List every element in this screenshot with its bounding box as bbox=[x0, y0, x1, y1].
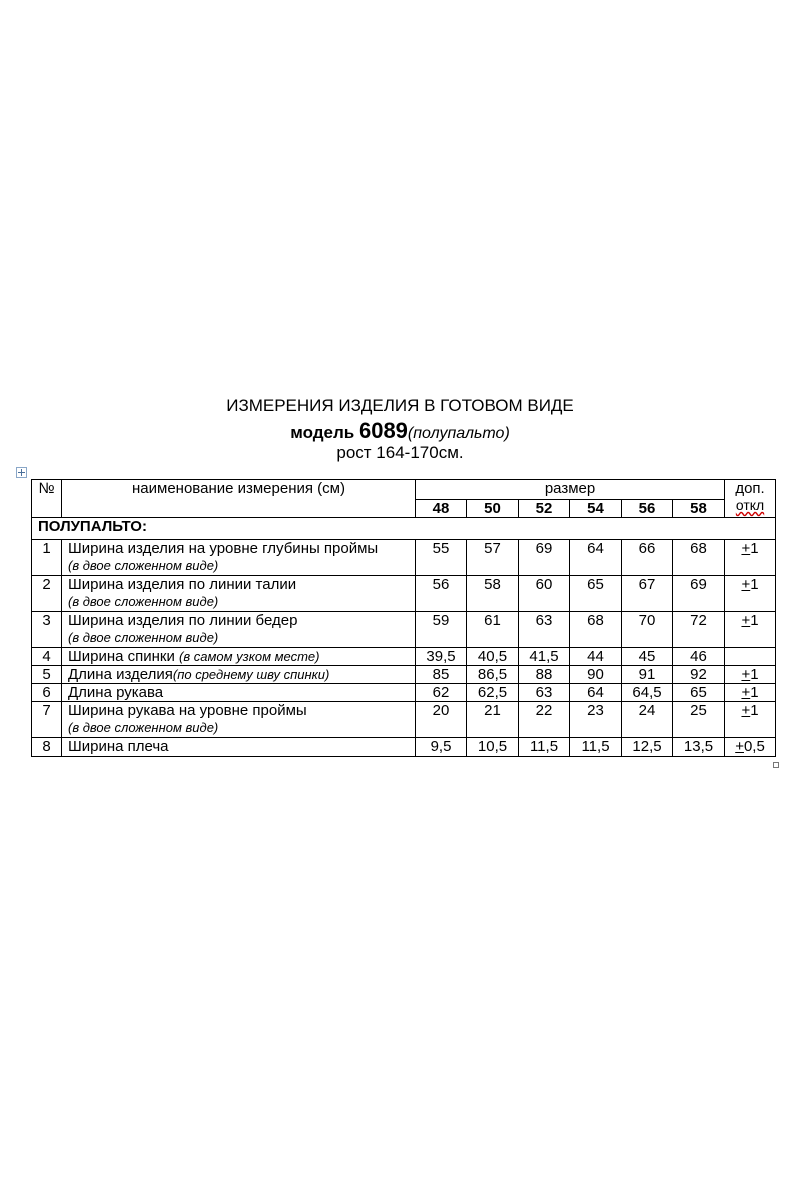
row-number: 6 bbox=[32, 684, 62, 702]
size-value-52: 60 bbox=[519, 576, 570, 612]
table-move-handle-icon[interactable] bbox=[16, 467, 27, 478]
table-row bbox=[32, 648, 776, 666]
size-value-56: 70 bbox=[622, 612, 673, 648]
row-name-cell bbox=[62, 702, 416, 738]
row-number: 8 bbox=[32, 738, 62, 757]
table-row bbox=[32, 666, 776, 684]
size-value-56: 66 bbox=[622, 540, 673, 576]
row-number: 5 bbox=[32, 666, 62, 684]
deviation-sign: + bbox=[741, 540, 751, 557]
deviation-cell bbox=[725, 576, 776, 612]
size-value-58: 46 bbox=[673, 648, 725, 666]
model-number: 6089 bbox=[358, 418, 408, 443]
table-row bbox=[32, 684, 776, 702]
size-value-52: 22 bbox=[519, 702, 570, 738]
size-value-48: 85 bbox=[416, 666, 467, 684]
deviation-sign: + bbox=[735, 738, 744, 755]
size-value-54: 64 bbox=[570, 540, 622, 576]
deviation-sign: + bbox=[741, 666, 751, 683]
deviation-cell bbox=[725, 648, 776, 666]
size-value-48: 39,5 bbox=[416, 648, 467, 666]
height-line: рост 164-170см. bbox=[336, 443, 464, 462]
row-number: 2 bbox=[32, 576, 62, 612]
row-name-cell bbox=[62, 612, 416, 648]
size-header-58: 58 bbox=[673, 500, 725, 518]
row-note: (в самом узком месте) bbox=[179, 649, 320, 664]
deviation-value: 1 bbox=[750, 666, 759, 683]
deviation-sign: + bbox=[741, 576, 751, 593]
size-header-50: 50 bbox=[467, 500, 519, 518]
size-value-58: 92 bbox=[673, 666, 725, 684]
size-value-48: 62 bbox=[416, 684, 467, 702]
size-value-56: 67 bbox=[622, 576, 673, 612]
row-name-cell bbox=[62, 666, 416, 684]
size-value-54: 11,5 bbox=[570, 738, 622, 757]
size-value-58: 72 bbox=[673, 612, 725, 648]
measurements-table bbox=[31, 479, 776, 757]
row-subnote: (в двое сложенном виде) bbox=[68, 594, 219, 609]
row-subnote: (в двое сложенном виде) bbox=[68, 558, 219, 573]
size-value-58: 25 bbox=[673, 702, 725, 738]
row-number: 3 bbox=[32, 612, 62, 648]
size-value-50: 61 bbox=[467, 612, 519, 648]
size-value-50: 58 bbox=[467, 576, 519, 612]
deviation-cell bbox=[725, 666, 776, 684]
size-value-58: 13,5 bbox=[673, 738, 725, 757]
row-subnote: (в двое сложенном виде) bbox=[68, 720, 219, 735]
table-row bbox=[32, 702, 776, 738]
header-deviation bbox=[725, 480, 776, 518]
model-prefix: модель bbox=[290, 423, 355, 442]
size-value-48: 20 bbox=[416, 702, 467, 738]
size-value-52: 63 bbox=[519, 684, 570, 702]
size-value-52: 11,5 bbox=[519, 738, 570, 757]
row-name-cell bbox=[62, 738, 416, 757]
size-value-56: 91 bbox=[622, 666, 673, 684]
row-name: Длина рукава bbox=[68, 684, 164, 701]
row-number: 4 bbox=[32, 648, 62, 666]
table-row bbox=[32, 540, 776, 576]
deviation-sign: + bbox=[741, 702, 751, 719]
row-number: 7 bbox=[32, 702, 62, 738]
deviation-sign: + bbox=[741, 612, 751, 629]
header-name: наименование измерения (см) bbox=[62, 480, 416, 518]
size-value-58: 69 bbox=[673, 576, 725, 612]
row-name: Ширина спинки bbox=[68, 648, 180, 665]
size-value-56: 12,5 bbox=[622, 738, 673, 757]
document-title: ИЗМЕРЕНИЯ ИЗДЕЛИЯ В ГОТОВОМ ВИДЕ bbox=[226, 396, 574, 415]
deviation-value: 1 bbox=[750, 702, 759, 719]
row-name: Ширина изделия по линии талии bbox=[68, 576, 297, 593]
deviation-cell bbox=[725, 612, 776, 648]
size-value-52: 69 bbox=[519, 540, 570, 576]
deviation-value: 1 bbox=[750, 540, 759, 557]
section-title: ПОЛУПАЛЬТО: bbox=[32, 518, 776, 540]
size-value-58: 68 bbox=[673, 540, 725, 576]
row-subnote: (в двое сложенном виде) bbox=[68, 630, 219, 645]
size-value-54: 44 bbox=[570, 648, 622, 666]
size-value-52: 88 bbox=[519, 666, 570, 684]
row-name: Ширина плеча bbox=[68, 738, 169, 755]
size-value-54: 68 bbox=[570, 612, 622, 648]
deviation-sign: + bbox=[741, 684, 751, 701]
size-header-48: 48 bbox=[416, 500, 467, 518]
table-row bbox=[32, 738, 776, 757]
row-name-cell bbox=[62, 576, 416, 612]
deviation-cell bbox=[725, 702, 776, 738]
deviation-cell bbox=[725, 540, 776, 576]
size-value-48: 55 bbox=[416, 540, 467, 576]
table-row bbox=[32, 612, 776, 648]
size-value-58: 65 bbox=[673, 684, 725, 702]
size-value-56: 24 bbox=[622, 702, 673, 738]
row-name-cell bbox=[62, 540, 416, 576]
size-value-54: 64 bbox=[570, 684, 622, 702]
row-name: Ширина рукава на уровне проймы bbox=[68, 702, 307, 719]
deviation-value: 1 bbox=[750, 612, 759, 629]
row-note: (по среднему шву спинки) bbox=[172, 667, 330, 682]
deviation-cell bbox=[725, 684, 776, 702]
size-value-50: 62,5 bbox=[467, 684, 519, 702]
size-value-54: 90 bbox=[570, 666, 622, 684]
model-suffix: (полупальто) bbox=[407, 425, 510, 442]
header-size: размер bbox=[416, 480, 725, 500]
table-row bbox=[32, 576, 776, 612]
size-value-48: 56 bbox=[416, 576, 467, 612]
deviation-value: 0,5 bbox=[743, 738, 765, 755]
size-value-50: 86,5 bbox=[467, 666, 519, 684]
size-value-50: 57 bbox=[467, 540, 519, 576]
size-value-48: 59 bbox=[416, 612, 467, 648]
row-name-cell bbox=[62, 648, 416, 666]
size-value-54: 65 bbox=[570, 576, 622, 612]
row-name: Ширина изделия по линии бедер bbox=[68, 612, 298, 629]
row-name: Длина изделия bbox=[68, 666, 173, 683]
size-value-56: 64,5 bbox=[622, 684, 673, 702]
size-value-50: 10,5 bbox=[467, 738, 519, 757]
model-line bbox=[0, 418, 800, 444]
table-resize-handle-icon[interactable] bbox=[773, 762, 779, 768]
deviation-value: 1 bbox=[750, 576, 759, 593]
size-value-50: 21 bbox=[467, 702, 519, 738]
size-header-52: 52 bbox=[519, 500, 570, 518]
size-value-56: 45 bbox=[622, 648, 673, 666]
size-header-54: 54 bbox=[570, 500, 622, 518]
size-value-50: 40,5 bbox=[467, 648, 519, 666]
size-value-54: 23 bbox=[570, 702, 622, 738]
header-deviation-line2: откл bbox=[735, 497, 765, 513]
size-header-56: 56 bbox=[622, 500, 673, 518]
deviation-value: 1 bbox=[750, 684, 759, 701]
size-value-48: 9,5 bbox=[416, 738, 467, 757]
header-no: № bbox=[32, 480, 62, 518]
row-number: 1 bbox=[32, 540, 62, 576]
row-name-cell bbox=[62, 684, 416, 702]
size-value-52: 41,5 bbox=[519, 648, 570, 666]
header-deviation-line1: доп. bbox=[735, 480, 765, 497]
size-value-52: 63 bbox=[519, 612, 570, 648]
row-name: Ширина изделия на уровне глубины проймы bbox=[68, 540, 379, 557]
deviation-cell bbox=[725, 738, 776, 757]
